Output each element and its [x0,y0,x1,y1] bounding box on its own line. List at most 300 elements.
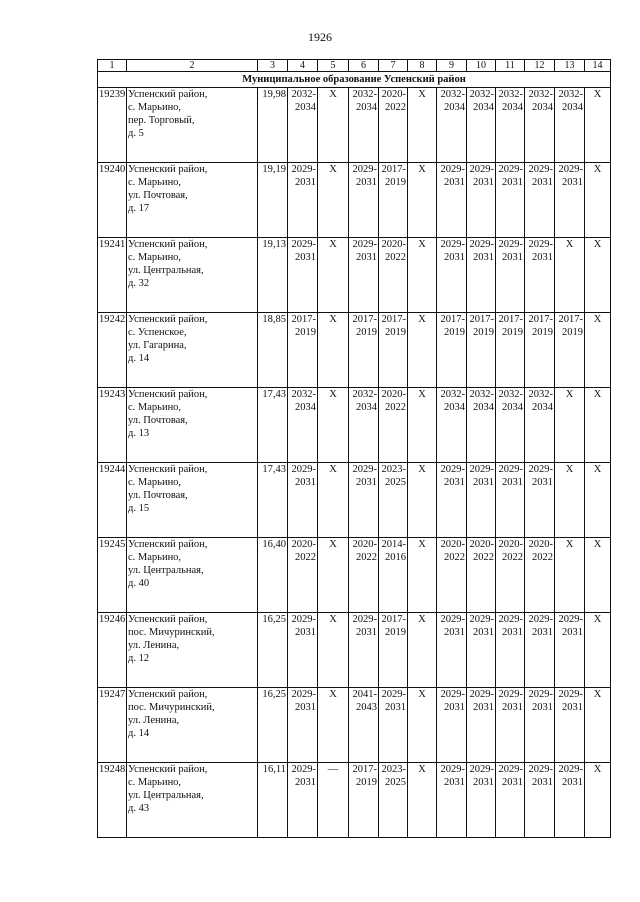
address-line: Успенский район, [128,89,208,100]
period-line: 2031 [295,627,316,638]
period-line: 2034 [473,402,494,413]
period-line: 2029- [291,764,316,775]
period-line: 2020- [469,539,494,550]
period-line: 2020- [381,239,406,250]
period-line: 2029- [381,689,406,700]
period-line: 2032- [528,89,553,100]
mark-cell: X [555,238,585,313]
period-line: 2031 [562,627,583,638]
column-number-cell: 7 [379,60,408,72]
period-cell [555,313,585,388]
mark-cell: X [408,163,437,238]
period-line: 2029- [291,689,316,700]
period-cell [525,388,555,463]
period-cell [525,763,555,838]
record-number-cell: 19248 [98,763,127,838]
mark-cell: X [408,688,437,763]
mark-cell: X [585,688,611,763]
period-cell [288,463,318,538]
address-line: пос. Мичуринский, [128,627,215,638]
period-cell [496,313,525,388]
address-line: ул. Ленина, [128,640,180,651]
period-line: 2019 [562,327,583,338]
period-cell [288,313,318,388]
period-line: 2017- [498,314,523,325]
period-cell [467,238,496,313]
period-cell [437,763,467,838]
area-cell: 17,43 [258,463,288,538]
period-cell [379,463,408,538]
column-number-cell: 1 [98,60,127,72]
period-line: 2020- [498,539,523,550]
area-cell: 16,11 [258,763,288,838]
mark-cell: X [408,763,437,838]
region-title: Муниципальное образование Успенский район [98,72,611,88]
area-cell: 16,40 [258,538,288,613]
address-line: ул. Ленина, [128,715,180,726]
period-cell [525,238,555,313]
mark-cell: X [408,388,437,463]
period-line: 2023- [381,764,406,775]
record-number-cell: 19239 [98,88,127,163]
address-line: с. Марьино, [128,777,182,788]
period-line: 2019 [295,327,316,338]
period-line: 2022 [502,552,523,563]
address-line: д. 14 [128,728,150,739]
period-line: 2019 [473,327,494,338]
mark-cell: X [585,313,611,388]
period-cell [496,613,525,688]
period-line: 2032- [440,89,465,100]
period-line: 2029- [528,614,553,625]
period-line: 2016 [385,552,406,563]
mark-cell: X [318,313,349,388]
period-line: 2031 [532,477,553,488]
period-cell [379,88,408,163]
period-line: 2019 [356,327,377,338]
mark-cell: X [585,463,611,538]
area-cell: 16,25 [258,613,288,688]
period-line: 2029- [558,689,583,700]
period-line: 2031 [444,177,465,188]
period-cell [437,688,467,763]
mark-cell: X [408,538,437,613]
column-number-cell: 9 [437,60,467,72]
period-line: 2031 [444,477,465,488]
period-line: 2019 [502,327,523,338]
table-row [98,538,611,613]
period-cell [349,163,379,238]
period-cell [379,538,408,613]
period-cell [437,163,467,238]
mark-cell: X [318,688,349,763]
address-line: с. Марьино, [128,177,182,188]
period-line: 2032- [352,389,377,400]
period-line: 2029- [498,164,523,175]
period-line: 2020- [381,389,406,400]
address-line: д. 14 [128,353,150,364]
period-line: 2029- [528,164,553,175]
period-line: 2022 [385,102,406,113]
period-line: 2023- [381,464,406,475]
record-number-cell: 19244 [98,463,127,538]
period-line: 2031 [502,177,523,188]
period-line: 2029- [352,164,377,175]
period-line: 2031 [385,702,406,713]
mark-cell: X [555,388,585,463]
period-line: 2031 [562,702,583,713]
address-cell [127,763,258,838]
address-line: д. 15 [128,503,150,514]
period-cell [467,463,496,538]
period-cell [525,313,555,388]
period-line: 2029- [440,164,465,175]
period-line: 2032- [291,389,316,400]
mark-cell: X [318,538,349,613]
period-line: 2031 [356,627,377,638]
period-cell [496,388,525,463]
period-line: 2031 [473,777,494,788]
period-line: 2029- [440,689,465,700]
period-line: 2031 [532,252,553,263]
address-line: ул. Центральная, [128,265,204,276]
address-line: Успенский район, [128,314,208,325]
period-line: 2031 [502,477,523,488]
period-line: 2029- [469,164,494,175]
period-line: 2029- [291,464,316,475]
period-cell [349,88,379,163]
period-line: 2031 [356,252,377,263]
mark-cell: X [318,238,349,313]
period-line: 2029- [498,239,523,250]
column-number-cell: 14 [585,60,611,72]
table-row [98,88,611,163]
period-line: 2031 [473,477,494,488]
period-line: 2017- [381,614,406,625]
period-line: 2034 [295,102,316,113]
period-line: 2031 [502,702,523,713]
period-line: 2029- [291,239,316,250]
period-line: 2031 [502,627,523,638]
period-line: 2043 [356,702,377,713]
table-row [98,388,611,463]
mark-cell: — [318,763,349,838]
period-line: 2020- [528,539,553,550]
address-line: Успенский район, [128,389,208,400]
period-line: 2022 [385,402,406,413]
table-row [98,163,611,238]
period-line: 2034 [502,402,523,413]
period-cell [437,313,467,388]
period-cell [349,613,379,688]
period-line: 2034 [532,102,553,113]
period-cell [555,613,585,688]
column-number-cell: 11 [496,60,525,72]
mark-cell: X [408,613,437,688]
mark-cell: X [318,613,349,688]
period-cell [288,613,318,688]
period-line: 2019 [532,327,553,338]
period-line: 2022 [532,552,553,563]
mark-cell: X [408,238,437,313]
period-cell [496,163,525,238]
page-number: 1926 [308,30,332,44]
period-cell [467,163,496,238]
column-number-cell: 5 [318,60,349,72]
period-line: 2029- [440,464,465,475]
mark-cell: X [585,238,611,313]
period-line: 2041- [352,689,377,700]
period-cell [349,763,379,838]
period-cell [525,688,555,763]
period-line: 2031 [444,777,465,788]
period-line: 2031 [502,252,523,263]
period-cell [496,538,525,613]
address-line: Успенский район, [128,614,208,625]
period-cell [525,163,555,238]
period-cell [467,88,496,163]
period-line: 2029- [558,764,583,775]
period-line: 2017- [381,314,406,325]
period-line: 2032- [352,89,377,100]
table-row [98,313,611,388]
column-number-cell: 4 [288,60,318,72]
period-line: 2032- [498,389,523,400]
record-number-cell: 19243 [98,388,127,463]
column-number-row [98,60,611,72]
period-line: 2019 [444,327,465,338]
period-line: 2031 [562,177,583,188]
address-line: ул. Почтовая, [128,415,188,426]
area-cell: 19,19 [258,163,288,238]
area-cell: 17,43 [258,388,288,463]
period-line: 2031 [356,177,377,188]
period-cell [288,688,318,763]
address-line: д. 5 [128,128,144,139]
period-cell [525,88,555,163]
period-line: 2034 [356,102,377,113]
mark-cell: X [318,388,349,463]
period-line: 2020- [291,539,316,550]
record-number-cell: 19242 [98,313,127,388]
period-line: 2029- [528,464,553,475]
period-cell [288,538,318,613]
record-number-cell: 19241 [98,238,127,313]
period-line: 2034 [295,402,316,413]
period-line: 2017- [469,314,494,325]
period-line: 2017- [352,314,377,325]
period-line: 2029- [352,239,377,250]
period-line: 2029- [498,464,523,475]
period-line: 2029- [498,764,523,775]
period-line: 2031 [295,777,316,788]
period-line: 2034 [532,402,553,413]
table-body [98,60,611,838]
period-line: 2034 [356,402,377,413]
period-line: 2029- [469,614,494,625]
period-line: 2029- [352,464,377,475]
period-line: 2022 [295,552,316,563]
period-cell [349,313,379,388]
period-line: 2031 [473,177,494,188]
period-line: 2032- [528,389,553,400]
address-line: с. Марьино, [128,552,182,563]
period-cell [467,763,496,838]
address-line: д. 43 [128,803,150,814]
period-line: 2022 [385,252,406,263]
address-line: Успенский район, [128,764,208,775]
address-cell [127,463,258,538]
period-cell [496,763,525,838]
period-line: 2029- [528,764,553,775]
address-line: ул. Центральная, [128,790,204,801]
period-line: 2017- [352,764,377,775]
period-line: 2031 [444,252,465,263]
area-cell: 16,25 [258,688,288,763]
column-number-cell: 12 [525,60,555,72]
period-line: 2034 [444,402,465,413]
period-line: 2017- [440,314,465,325]
table-row [98,613,611,688]
address-cell [127,238,258,313]
period-line: 2032- [558,89,583,100]
address-line: с. Марьино, [128,102,182,113]
column-number-cell: 3 [258,60,288,72]
mark-cell: X [585,763,611,838]
period-cell [379,238,408,313]
address-line: д. 17 [128,203,150,214]
period-cell [496,238,525,313]
mark-cell: X [408,88,437,163]
region-row [98,72,611,88]
register-table [97,59,611,838]
address-line: ул. Почтовая, [128,490,188,501]
period-line: 2029- [469,764,494,775]
table-row [98,463,611,538]
period-line: 2031 [444,627,465,638]
address-line: д. 32 [128,278,150,289]
period-line: 2032- [291,89,316,100]
address-cell [127,688,258,763]
column-number-cell: 6 [349,60,379,72]
period-cell [349,238,379,313]
period-cell [288,763,318,838]
period-line: 2017- [528,314,553,325]
period-cell [437,88,467,163]
period-line: 2031 [532,777,553,788]
area-cell: 18,85 [258,313,288,388]
period-line: 2019 [385,627,406,638]
period-line: 2032- [469,389,494,400]
column-number-cell: 2 [127,60,258,72]
period-line: 2029- [469,464,494,475]
period-cell [496,88,525,163]
period-line: 2031 [295,252,316,263]
period-line: 2031 [295,177,316,188]
address-line: Успенский район, [128,239,208,250]
period-cell [467,538,496,613]
period-cell [379,613,408,688]
period-line: 2029- [291,164,316,175]
period-cell [525,613,555,688]
address-line: Успенский район, [128,464,208,475]
period-line: 2034 [473,102,494,113]
period-cell [288,388,318,463]
period-cell [496,688,525,763]
period-line: 2031 [473,627,494,638]
period-line: 2029- [440,614,465,625]
address-line: Успенский район, [128,164,208,175]
address-line: с. Марьино, [128,252,182,263]
period-line: 2034 [562,102,583,113]
period-cell [555,688,585,763]
period-cell [288,88,318,163]
period-line: 2034 [502,102,523,113]
period-cell [467,613,496,688]
period-cell [288,163,318,238]
mark-cell: X [585,88,611,163]
period-cell [379,763,408,838]
record-number-cell: 19240 [98,163,127,238]
period-cell [349,463,379,538]
period-line: 2031 [532,627,553,638]
mark-cell: X [318,88,349,163]
mark-cell: X [585,388,611,463]
period-line: 2031 [295,477,316,488]
mark-cell: X [585,613,611,688]
period-line: 2019 [385,177,406,188]
period-line: 2029- [528,689,553,700]
period-line: 2031 [562,777,583,788]
record-number-cell: 19246 [98,613,127,688]
period-cell [379,163,408,238]
period-line: 2019 [356,777,377,788]
mark-cell: X [318,463,349,538]
period-cell [379,388,408,463]
mark-cell: X [585,163,611,238]
period-cell [437,238,467,313]
table-row [98,763,611,838]
period-line: 2029- [469,689,494,700]
period-line: 2031 [532,702,553,713]
period-cell [349,388,379,463]
period-line: 2020- [440,539,465,550]
period-cell [467,313,496,388]
period-line: 2029- [352,614,377,625]
period-line: 2032- [498,89,523,100]
period-cell [437,388,467,463]
period-line: 2014- [381,539,406,550]
address-cell [127,538,258,613]
period-line: 2031 [473,702,494,713]
period-line: 2031 [532,177,553,188]
period-line: 2020- [381,89,406,100]
area-cell: 19,13 [258,238,288,313]
address-line: д. 13 [128,428,150,439]
period-cell [437,538,467,613]
period-cell [555,163,585,238]
period-cell [467,688,496,763]
period-line: 2034 [444,102,465,113]
mark-cell: X [408,463,437,538]
address-line: пос. Мичуринский, [128,702,215,713]
period-line: 2020- [352,539,377,550]
period-cell [555,88,585,163]
period-cell [525,463,555,538]
area-cell: 19,98 [258,88,288,163]
period-cell [437,463,467,538]
period-line: 2029- [291,614,316,625]
